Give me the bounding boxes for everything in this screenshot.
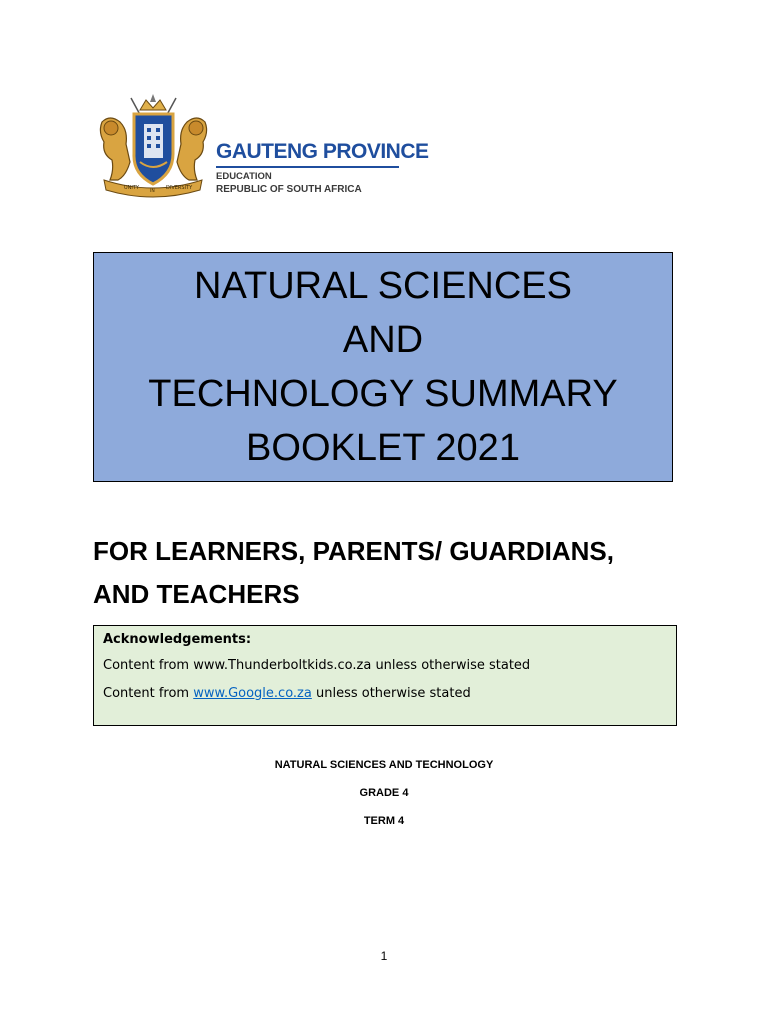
gauteng-coat-of-arms-icon (96, 92, 211, 202)
svg-text:UNITY: UNITY (124, 185, 139, 191)
title-line: TECHNOLOGY SUMMARY (148, 373, 618, 415)
title-box (93, 252, 673, 482)
province-underline (216, 166, 399, 168)
acknowledgement-line (103, 686, 667, 701)
subject-label: NATURAL SCIENCES AND TECHNOLOGY (274, 759, 494, 771)
page-number: 1 (380, 949, 388, 963)
acknowledgement-line: Content from www.Thunderboltkids.co.za unless otherwise stated (103, 658, 531, 673)
title-line: AND (342, 319, 424, 361)
country-name: REPUBLIC OF SOUTH AFRICA (216, 184, 362, 195)
title-line: BOOKLET 2021 (246, 427, 520, 469)
province-name: GAUTENG PROVINCE (216, 140, 429, 163)
audience-heading (93, 530, 673, 616)
audience-line: FOR LEARNERS, PARENTS/ GUARDIANS, (93, 536, 614, 566)
department-name: EDUCATION (216, 171, 272, 182)
svg-text:DIVERSITY: DIVERSITY (166, 185, 193, 191)
grade-label: GRADE 4 (359, 787, 409, 799)
gauteng-logo (96, 92, 429, 202)
acknowledgement-suffix: unless otherwise stated (311, 686, 471, 701)
audience-line: AND TEACHERS (93, 579, 300, 609)
term-label: TERM 4 (363, 815, 405, 827)
acknowledgements-box (93, 625, 677, 726)
title-line: NATURAL SCIENCES (194, 265, 572, 307)
acknowledgement-prefix: Content from (103, 686, 194, 701)
acknowledgements-heading: Acknowledgements: (103, 632, 252, 647)
google-link[interactable]: www.Google.co.za (193, 686, 312, 701)
svg-text:IN: IN (150, 189, 155, 194)
